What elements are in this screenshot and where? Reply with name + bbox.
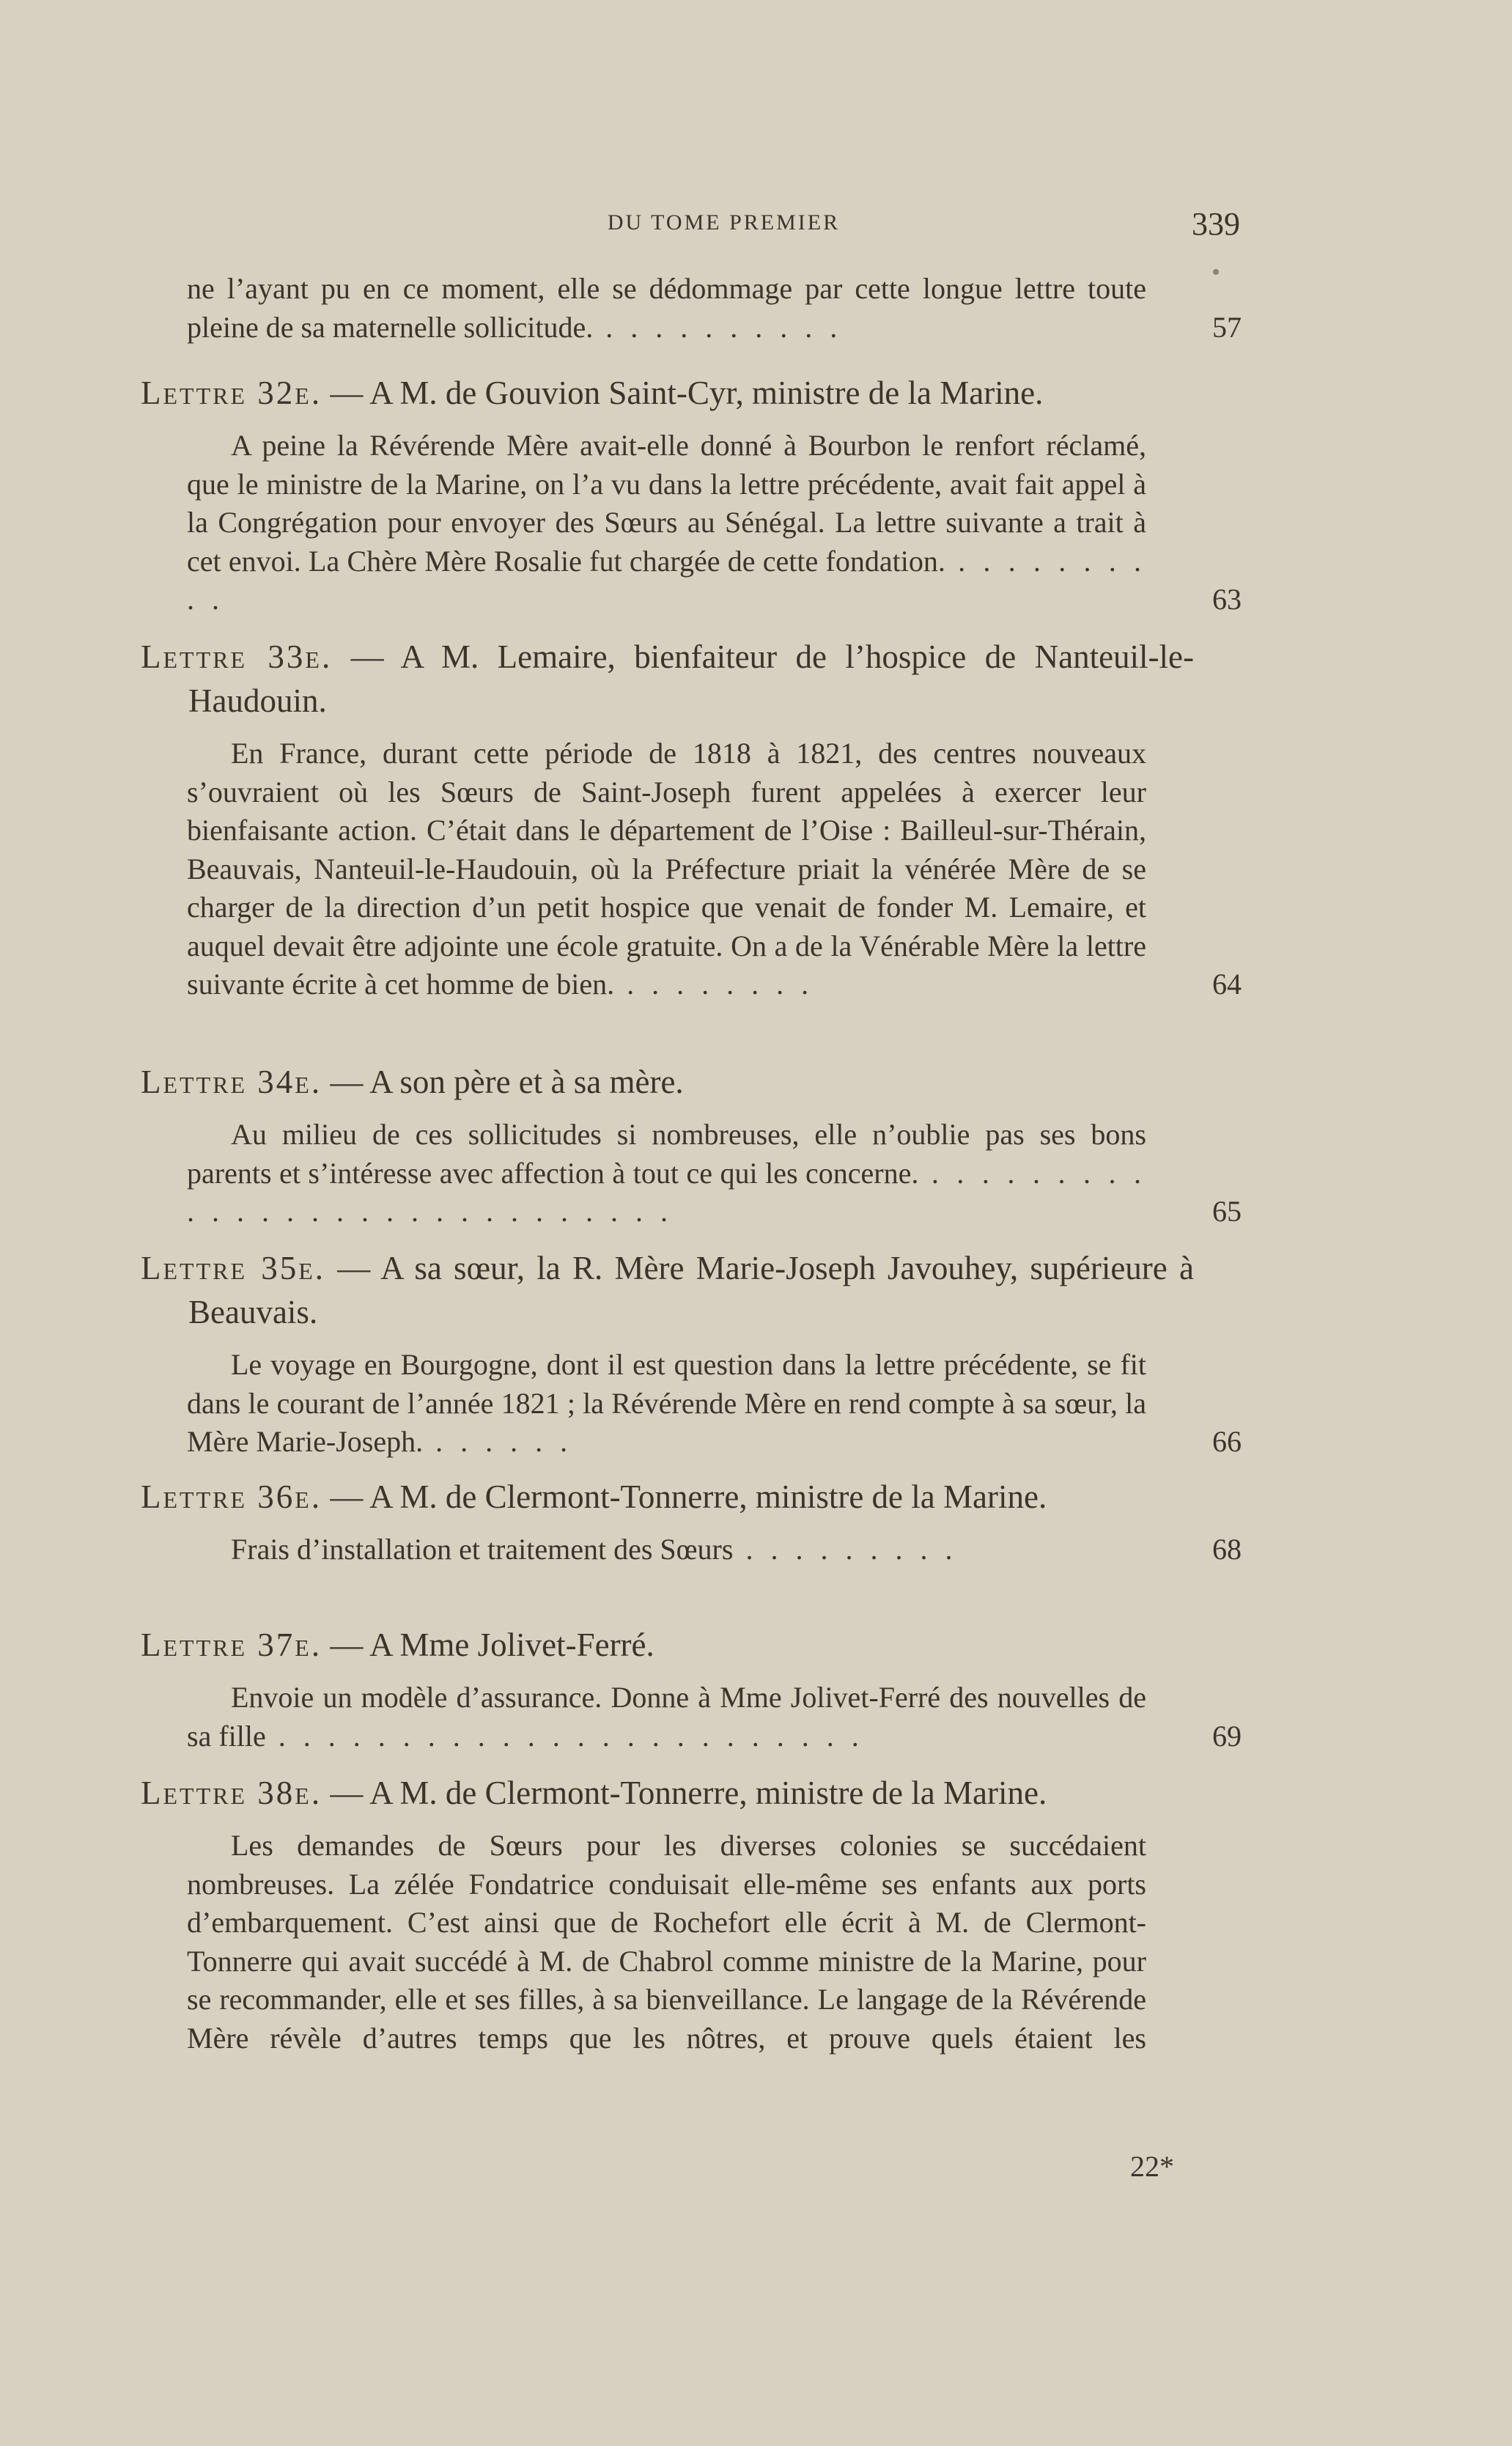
letter-label: Lettre 38e. <box>141 1775 322 1811</box>
page-reference: 68 <box>1212 1533 1242 1566</box>
toc-entry-letter-37 <box>141 1623 1242 1756</box>
entry-summary: En France, durant cette période de 1818 à 1821, des centres nouveaux s’ouvraient où les Sœurs de Saint-Joseph furent appelées à exercer leur bienfaisante action. C’était dans le département de l’Oise : Bailleul-sur-Thérain, Beauvais, Nanteuil-le-Haudouin, où la Préfecture priait la vénérée Mère de se charger de la direction d’un petit hospice que venait de fonder M. Lemaire, et auquel devait être adjointe une école gratuite. On a de la Vénérable Mère la lettre suivante écrite à cet homme de bien. . . . . . . . . 64 <box>187 734 1146 1004</box>
leader-dots: . . . . . . <box>423 1425 573 1458</box>
letter-addressee: — A M. de Gouvion Saint-Cyr, ministre de la Marine. <box>322 375 1044 411</box>
letter-addressee: — A M. de Clermont-Tonnerre, ministre de la Marine. <box>322 1478 1047 1515</box>
entry-summary: Au milieu de ces sollicitudes si nombreuses, elle n’oublie pas ses bons parents et s’intéresse avec affection à tout ce qui les concerne. . . . . . . . . . . . . . . . . . . . . . . . . . . . . . 65 <box>187 1116 1146 1231</box>
entry-summary: Frais d’installation et traitement des Sœurs . . . . . . . . . 68 <box>187 1530 1146 1569</box>
entry-heading <box>141 1246 1194 1334</box>
entry-summary: ne l’ayant pu en ce moment, elle se dédommage par cette longue lettre toute pleine de sa maternelle sollicitude. . . . . . . . . . . 57 <box>187 270 1146 347</box>
letter-label: Lettre 32e. <box>141 375 322 411</box>
signature-mark: 22* <box>1130 2150 1174 2183</box>
toc-entry-letter-36 <box>141 1475 1242 1569</box>
toc-entry-letter-34 <box>141 1060 1242 1231</box>
entry-heading <box>141 371 1194 415</box>
toc-entry-letter-33 <box>141 635 1242 1004</box>
toc-entry-letter-38 <box>141 1771 1242 2058</box>
letter-label: Lettre 37e. <box>141 1627 322 1663</box>
leader-dots: . . . . . . . . . . . . . . . . . . . . . . . . . . . . . <box>187 1156 1146 1228</box>
toc-entry-continued <box>141 270 1242 347</box>
letter-addressee: — A sa sœur, la R. Mère Marie-Joseph Javouhey, supérieure à Beauvais. <box>188 1250 1194 1330</box>
toc-entry-letter-32 <box>141 371 1242 619</box>
page-reference: 66 <box>1212 1425 1242 1458</box>
leader-dots: . . . . . . . . <box>614 968 814 1001</box>
page-reference: 65 <box>1212 1195 1242 1228</box>
page-reference: 57 <box>1212 310 1242 344</box>
letter-label: Lettre 34e. <box>141 1064 322 1100</box>
letter-addressee: — A Mme Jolivet-Ferré. <box>322 1627 654 1663</box>
leader-dots: . . . . . . . . . <box>733 1533 958 1566</box>
letter-label: Lettre 36e. <box>141 1478 322 1515</box>
page-reference: 69 <box>1212 1719 1242 1753</box>
letter-label: Lettre 33e. <box>141 638 333 675</box>
page-number: 339 <box>1192 206 1240 242</box>
entry-heading <box>141 1060 1194 1104</box>
letter-addressee: — A M. de Clermont-Tonnerre, ministre de la Marine. <box>322 1775 1047 1811</box>
letter-label: Lettre 35e. <box>141 1250 326 1286</box>
entry-summary: A peine la Révérende Mère avait-elle donné à Bourbon le renfort réclamé, que le ministre de la Marine, on l’a vu dans la lettre précédente, avait fait appel à la Congrégation pour envoyer des Sœurs au Sénégal. La lettre suivante a trait à cet envoi. La Chère Mère Rosalie fut chargée de cette fondation. . . . . . . . . . . 63 <box>187 427 1146 619</box>
page-reference: 64 <box>1212 968 1242 1001</box>
leader-dots: . . . . . . . . . . <box>187 544 1146 616</box>
entry-summary: Les demandes de Sœurs pour les diverses colonies se succédaient nombreuses. La zélée Fondatrice conduisait elle-même ses enfants aux ports d’embarquement. C’est ainsi que de Rochefort elle écrit à M. de Clermont-Tonnerre qui avait succédé à M. de Chabrol comme ministre de la Marine, pour se recommander, elle et ses filles, à sa bienveillance. Le langage de la Révérende Mère révèle d’autres temps que les nôtres, et prouve quels étaient les <box>187 1829 1146 2055</box>
entry-summary: Le voyage en Bourgogne, dont il est question dans la lettre précédente, se fit dans le courant de l’année 1821 ; la Révérende Mère en rend compte à sa sœur, la Mère Marie-Joseph. . . . . . . 66 <box>187 1346 1146 1462</box>
running-title: DU TOME PREMIER <box>607 210 841 235</box>
entry-summary: Envoie un modèle d’assurance. Donne à Mme Jolivet-Ferré des nouvelles de sa fille . . . . . . . . . . . . . . . . . . . . . . . . 69 <box>187 1679 1146 1756</box>
entry-heading <box>141 1623 1194 1667</box>
leader-dots: . . . . . . . . . . <box>593 310 843 344</box>
entry-heading <box>141 1771 1194 1815</box>
page-reference: 63 <box>1212 583 1242 616</box>
toc-entry-letter-35 <box>141 1246 1242 1462</box>
letter-addressee: — A M. Lemaire, bienfaiteur de l’hospice de Nanteuil-le-Haudouin. <box>188 638 1194 719</box>
entry-heading <box>141 635 1194 723</box>
leader-dots: . . . . . . . . . . . . . . . . . . . . . . . . <box>265 1719 864 1753</box>
entry-heading <box>141 1475 1194 1519</box>
letter-addressee: — A son père et à sa mère. <box>322 1064 684 1100</box>
